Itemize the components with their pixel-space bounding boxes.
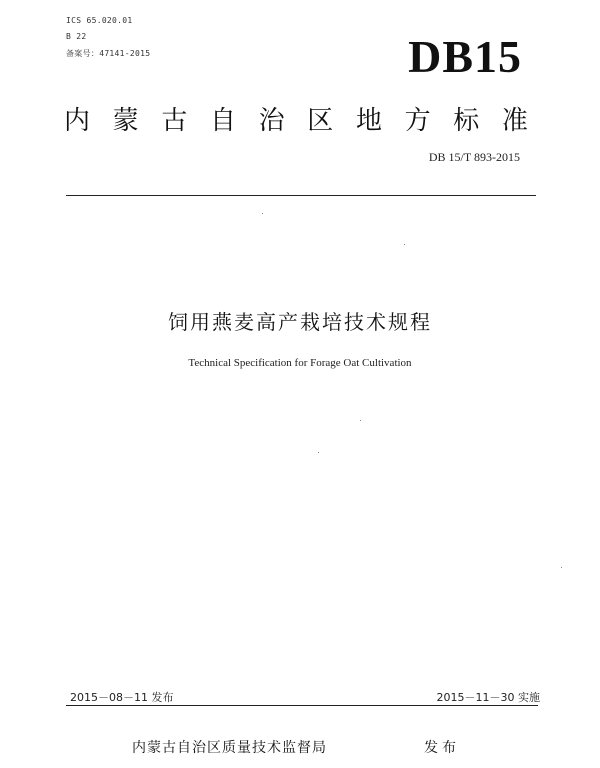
document-title-cn: 饲用燕麦高产栽培技术规程 (168, 310, 432, 334)
scan-speck (360, 420, 361, 421)
standard-code-logo: DB15 (408, 31, 522, 82)
standard-type-char: 内 (64, 106, 91, 136)
standard-type-heading (64, 100, 528, 137)
issue-date: 2015－08－11 发布 (70, 691, 174, 704)
scan-speck (561, 567, 562, 568)
standard-type-char: 治 (258, 106, 285, 136)
implementation-date: 2015－11－30 实施 (436, 691, 540, 704)
standard-number: DB 15/T 893-2015 (428, 150, 520, 164)
issuing-authority: 内蒙古自治区质量技术监督局 (132, 740, 327, 756)
standard-type-char: 地 (355, 106, 382, 136)
document-title-en: Technical Specification for Forage Oat Cultivation (188, 357, 412, 369)
standard-type-char: 蒙 (112, 106, 139, 136)
standard-type-char: 标 (453, 106, 480, 136)
standard-type-char: 准 (501, 106, 528, 136)
scan-speck (318, 452, 319, 453)
classification-code: B 22 (66, 32, 87, 41)
scan-speck (404, 244, 405, 245)
issue-label: 发布 (424, 740, 460, 756)
record-number: 备案号：47141-2015 (66, 49, 151, 58)
standard-type-char: 方 (404, 106, 431, 136)
standard-type-char: 区 (307, 106, 334, 136)
standard-type-char: 自 (209, 106, 236, 136)
standard-type-char: 古 (161, 106, 188, 136)
footer-divider (66, 705, 538, 706)
scan-speck (262, 213, 263, 214)
ics-code: ICS 65.020.01 (66, 16, 133, 25)
header-divider (66, 195, 536, 196)
